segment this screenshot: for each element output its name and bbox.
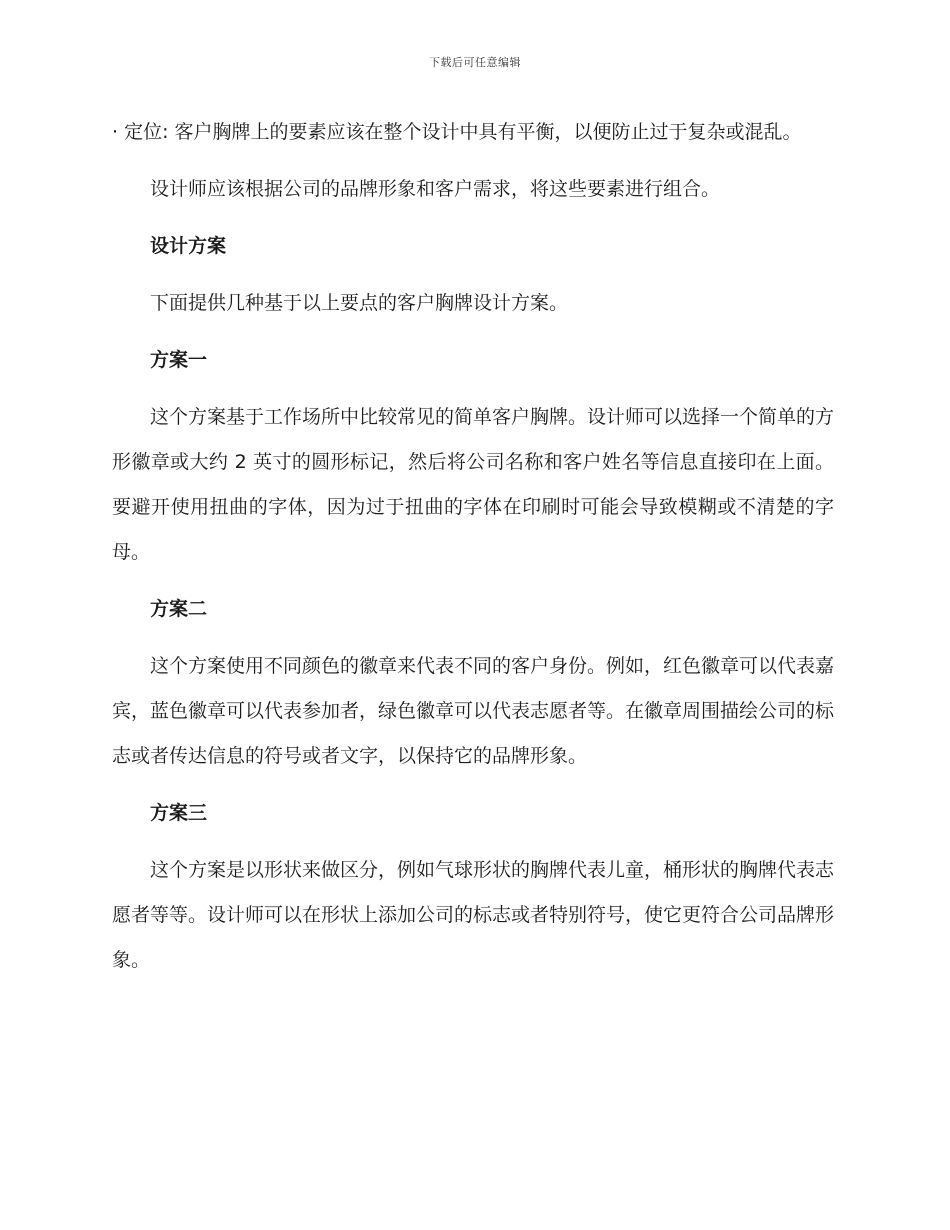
heading-design-plans: 设计方案: [150, 235, 227, 257]
page-header: 下载后可任意编辑: [429, 56, 521, 69]
heading-plan-one: 方案一: [150, 349, 208, 371]
heading-plan-two: 方案二: [150, 598, 208, 620]
paragraph-plan-one: 这个方案基于工作场所中比较常见的简单客户胸牌。设计师可以选择一个简单的方形徽章或大约 2 英寸的圆形标记，然后将公司名称和客户姓名等信息直接印在上面。要避开使用扭曲的字体，因为过于扭曲的字体在印刷时可能会导致模糊或不清楚的字母。: [112, 406, 835, 563]
paragraph-plan-two: 这个方案使用不同颜色的徽章来代表不同的客户身份。例如，红色徽章可以代表嘉宾，蓝色徽章可以代表参加者，绿色徽章可以代表志愿者等。在徽章周围描绘公司的标志或者传达信息的符号或者文字，以保持它的品牌形象。: [112, 655, 835, 767]
positioning-bullet: · 定位: 客户胸牌上的要素应该在整个设计中具有平衡，以便防止过于复杂或混乱。: [112, 121, 802, 143]
paragraph-plan-three: 这个方案是以形状来做区分，例如气球形状的胸牌代表儿童，桶形状的胸牌代表志愿者等等。设计师可以在形状上添加公司的标志或者特别符号，使它更符合公司品牌形象。: [112, 859, 835, 971]
paragraph-combination: 设计师应该根据公司的品牌形象和客户需求，将这些要素进行组合。: [150, 178, 721, 200]
document-body: [112, 110, 834, 983]
heading-plan-three: 方案三: [150, 802, 208, 824]
paragraph-intro-plans: 下面提供几种基于以上要点的客户胸牌设计方案。: [150, 292, 569, 314]
